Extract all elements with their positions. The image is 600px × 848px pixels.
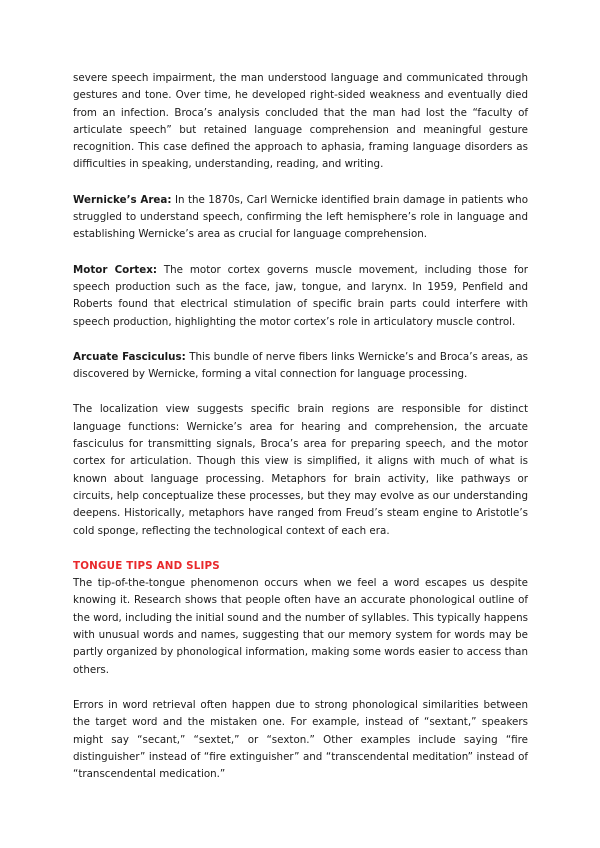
term-arcuate-fasciculus: Arcuate Fasciculus: — [73, 350, 186, 363]
text-arcuate-fasciculus: This bundle of nerve fibers links Wernicke’s and Broca’s areas, as discovered by Wernicke, forming a vital connection for language processing. — [73, 350, 528, 381]
paragraph-wernicke-area — [73, 192, 528, 244]
document-page — [73, 70, 528, 801]
section-heading-tongue-tips: TONGUE TIPS AND SLIPS — [73, 559, 220, 572]
term-wernicke-area: Wernicke’s Area: — [73, 193, 172, 206]
paragraph-tip-of-tongue: The tip-of-the-tongue phenomenon occurs when we feel a word escapes us despite knowing it. Research shows that people often have an accurate phonological outline of the word, including the initial sound and the number of syllables. This typically happens with unusual words and names, suggesting that our memory system for words may be partly organized by phonological information, making some words easier to access than others. — [73, 577, 528, 676]
text-wernicke-area: In the 1870s, Carl Wernicke identified brain damage in patients who struggled to understand speech, confirming the left hemisphere’s role in language and establishing Wernicke’s area as crucial for language comprehension. — [73, 193, 528, 241]
paragraph-broca-conclusion: severe speech impairment, the man understood language and communicated through gestures and tone. Over time, he developed right-sided weakness and eventually died from an infection. Broca’s analysis concluded that the man had lost the “faculty of articulate speech” but retained language comprehension and meaningful gesture recognition. This case defined the approach to aphasia, framing language disorders as difficulties in speaking, understanding, reading, and writing. — [73, 72, 528, 171]
paragraph-arcuate-fasciculus — [73, 349, 528, 384]
paragraph-localization-view: The localization view suggests specific brain regions are responsible for distinct language functions: Wernicke’s area for hearing and comprehension, the arcuate fasciculus for transmitting signals, Broca’s area for preparing speech, and the motor cortex for articulation. Though this view is simplified, it aligns with much of what is known about language processing. Metaphors for brain activity, like pathways or circuits, help conceptualize these processes, but they may evolve as our understanding deepens. Historically, metaphors have ranged from Freud’s steam engine to Aristotle’s cold sponge, reflecting the technological context of each era. — [73, 403, 528, 537]
paragraph-motor-cortex — [73, 262, 528, 331]
term-motor-cortex: Motor Cortex: — [73, 263, 157, 276]
paragraph-word-retrieval-errors: Errors in word retrieval often happen due to strong phonological similarities between the target word and the mistaken one. For example, instead of “sextant,” speakers might say “secant,” “sextet,” or “sexton.” Other examples include saying “fire distinguisher” instead of “fire extinguisher” and “transcendental meditation” instead of “transcendental medication.” — [73, 698, 528, 781]
text-motor-cortex: The motor cortex governs muscle movement, including those for speech production such as the face, jaw, tongue, and larynx. In 1959, Penfield and Roberts found that electrical stimulation of specific brain parts could interfere with speech production, highlighting the motor cortex’s role in articulatory muscle control. — [73, 263, 528, 328]
